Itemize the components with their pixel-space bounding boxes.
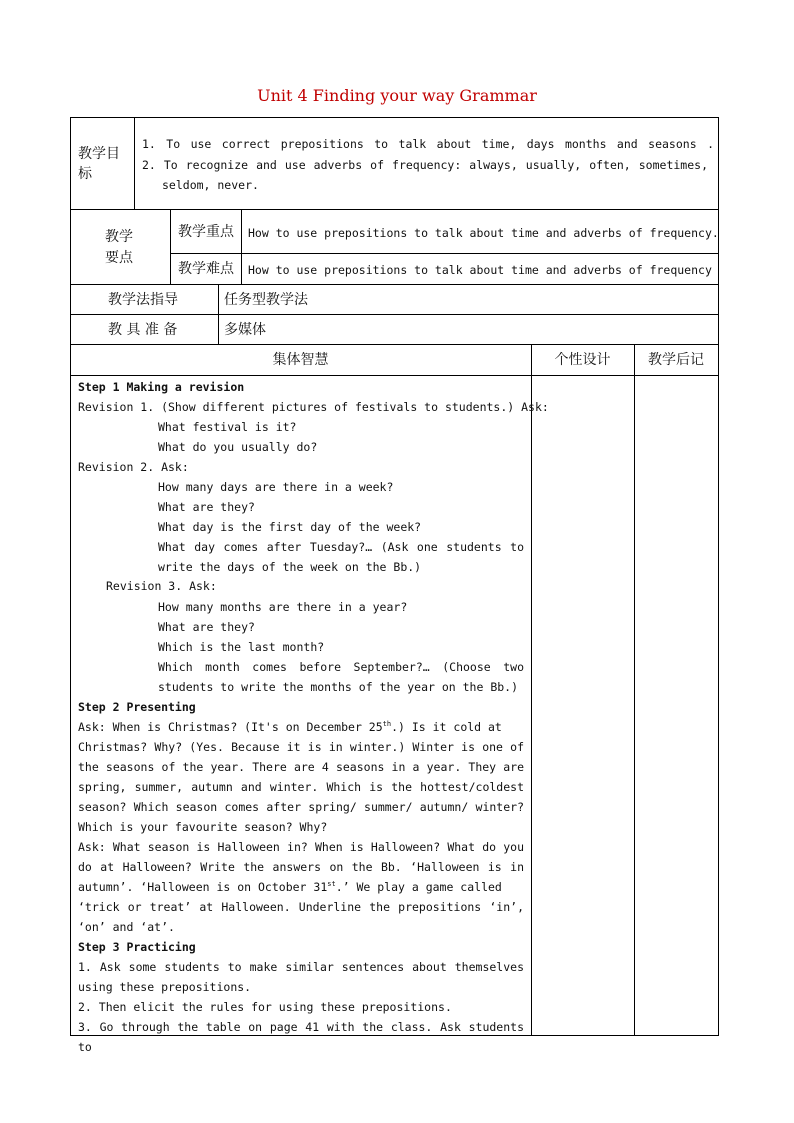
table-border-left bbox=[70, 117, 71, 1036]
column-header: 教学后记 bbox=[648, 352, 704, 368]
col-divider bbox=[170, 209, 171, 284]
row-divider bbox=[70, 375, 719, 376]
step-heading: Step 3 Practicing bbox=[78, 940, 196, 954]
body-line: What do you usually do? bbox=[158, 440, 318, 454]
body-line: How many months are there in a year? bbox=[158, 600, 408, 614]
body-line: Revision 3. Ask: bbox=[106, 579, 217, 593]
step-heading: Step 1 Making a revision bbox=[78, 380, 245, 394]
difficulty-label: 教学难点 bbox=[178, 261, 234, 277]
body-line: 3. Go through the table on page 41 with the class. Ask students to bbox=[78, 1020, 524, 1054]
body-line: using these prepositions. bbox=[78, 980, 252, 994]
body-line: How many days are there in a week? bbox=[158, 480, 394, 494]
objective-item: seldom, never. bbox=[162, 178, 259, 192]
tools-value: 多媒体 bbox=[224, 322, 266, 338]
table-border-top bbox=[70, 117, 719, 118]
document-title: Unit 4 Finding your way Grammar bbox=[257, 86, 537, 105]
col-divider bbox=[218, 284, 219, 344]
focus-text: How to use prepositions to talk about time and adverbs of frequency. bbox=[248, 226, 719, 240]
body-line: 1. Ask some students to make similar sentences about themselves bbox=[78, 960, 524, 974]
body-line: 2. Then elicit the rules for using these prepositions. bbox=[78, 1000, 452, 1014]
body-line: What day comes after Tuesday?… (Ask one students to bbox=[158, 540, 524, 554]
body-line: Christmas? Why? (Yes. Because it is in winter.) Winter is one of bbox=[78, 740, 524, 754]
column-header: 个性设计 bbox=[554, 352, 611, 368]
row-divider bbox=[70, 209, 719, 210]
body-line: Revision 1. (Show different pictures of festivals to students.) Ask: bbox=[78, 400, 549, 414]
col-divider bbox=[634, 344, 635, 1035]
body-line: ‘trick or treat’ at Halloween. Underline the prepositions ‘in’, bbox=[78, 900, 524, 914]
focus-label: 教学重点 bbox=[178, 224, 234, 240]
body-line: spring, summer, autumn and winter. Which is the hottest/coldest bbox=[78, 780, 524, 794]
row-divider bbox=[70, 284, 719, 285]
body-line: students to write the months of the year on the Bb.) bbox=[158, 680, 519, 694]
body-line: What are they? bbox=[158, 620, 255, 634]
step-heading: Step 2 Presenting bbox=[78, 700, 196, 714]
body-line: do at Halloween? Write the answers on the Bb. ‘Halloween is in bbox=[78, 860, 524, 874]
body-line: autumn’. ‘Halloween is on October 31st.’ We play a game called bbox=[78, 880, 502, 894]
body-line: ‘on’ and ‘at’. bbox=[78, 920, 175, 934]
body-line: write the days of the week on the Bb.) bbox=[158, 560, 422, 574]
method-value: 任务型教学法 bbox=[224, 292, 308, 308]
col-divider bbox=[134, 117, 135, 209]
body-line: Ask: What season is Halloween in? When is Halloween? What do you bbox=[78, 840, 524, 854]
body-line: Ask: When is Christmas? (It's on December 25th.) Is it cold at bbox=[78, 720, 502, 734]
objectives-label: 教学目标 bbox=[78, 146, 120, 182]
body-line: Revision 2. Ask: bbox=[78, 460, 189, 474]
row-divider bbox=[70, 314, 719, 315]
tools-label: 教 具 准 备 bbox=[108, 322, 178, 338]
key-points-label: 要点 bbox=[105, 250, 133, 266]
row-divider bbox=[170, 253, 719, 254]
key-points-label: 教学 bbox=[105, 229, 133, 245]
difficulty-text: How to use prepositions to talk about time and adverbs of frequency bbox=[248, 263, 712, 277]
body-line: What are they? bbox=[158, 500, 255, 514]
column-header: 集体智慧 bbox=[272, 352, 329, 368]
body-line: Which is your favourite season? Why? bbox=[78, 820, 328, 834]
row-divider bbox=[70, 344, 719, 345]
body-line: What day is the first day of the week? bbox=[158, 520, 422, 534]
method-label: 教学法指导 bbox=[108, 292, 178, 308]
col-divider bbox=[241, 209, 242, 284]
objective-item: 2. To recognize and use adverbs of frequency: always, usually, often, sometimes, bbox=[142, 158, 708, 172]
body-line: season? Which season comes after spring/ summer/ autumn/ winter? bbox=[78, 800, 524, 814]
objective-item: 1. To use correct prepositions to talk about time, days months and seasons . bbox=[142, 137, 714, 151]
col-divider bbox=[531, 344, 532, 1035]
body-line: What festival is it? bbox=[158, 420, 297, 434]
body-line: Which is the last month? bbox=[158, 640, 325, 654]
body-line: Which month comes before September?… (Choose two bbox=[158, 660, 524, 674]
body-line: the seasons of the year. There are 4 seasons in a year. They are bbox=[78, 760, 524, 774]
table-border-right bbox=[718, 117, 719, 1036]
